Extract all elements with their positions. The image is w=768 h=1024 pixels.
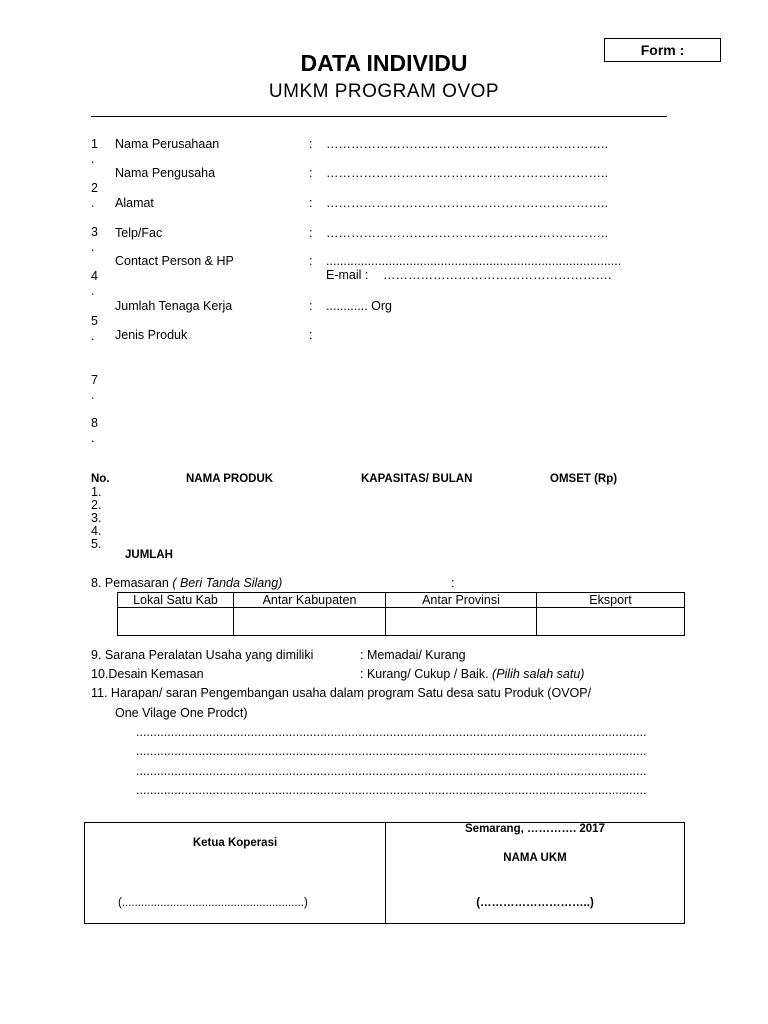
q9-label: 9. Sarana Peralatan Usaha yang dimiliki [91,648,314,662]
field-number: 5 [91,314,98,328]
q11-dotted-line[interactable]: ................................................................................................................................................... [136,783,647,797]
signature-right-date[interactable]: Semarang, …………. 2017 [465,823,605,835]
pemasaran-col-eksport: Eksport [537,593,685,608]
field-number-dot: . [91,329,95,343]
pemasaran-col-lokal: Lokal Satu Kab [118,593,234,608]
product-row-number: 2. [91,498,102,512]
field-label-jenis-produk: Jenis Produk [115,328,188,342]
field-number: 2 [91,181,98,195]
q11-dotted-line[interactable]: ................................................................................................................................................... [136,744,647,758]
product-col-kapasitas: KAPASITAS/ BULAN [361,473,473,485]
field-number-dot: . [91,284,95,298]
signature-left-name[interactable]: (.........................................................) [118,897,308,909]
pemasaran-hint: ( Beri Tanda Silang) [172,576,283,590]
q9-answer[interactable]: : Memadai/ Kurang [360,648,466,662]
field-number: 8 [91,416,98,430]
product-row-number: 5. [91,537,102,551]
pemasaran-cell-antar-prov[interactable] [386,608,537,636]
pemasaran-label [91,576,282,590]
title-divider [91,116,667,117]
field-label-telp: Telp/Fac [115,226,163,240]
field-value-email[interactable]: ………………………………………………. [383,268,612,282]
field-colon: : [309,166,313,180]
field-value-alamat[interactable]: ………………………………………………………….. [326,196,608,210]
q11-dotted-line[interactable]: ................................................................................................................................................... [136,725,647,739]
field-label-nama-perusahaan: Nama Perusahaan [115,137,220,151]
q11-line1: 11. Harapan/ saran Pengembangan usaha dalam program Satu desa satu Produk (OVOP/ [91,686,592,700]
q10-label: 10.Desain Kemasan [91,667,204,681]
pemasaran-cell-antar-kab[interactable] [234,608,386,636]
signature-right-name[interactable]: (………………………..) [476,897,594,909]
field-number-dot: . [91,152,95,166]
q10-options: : Kurang/ Cukup / Baik. [360,667,489,681]
product-col-omset: OMSET (Rp) [550,473,618,485]
pemasaran-cell-lokal[interactable] [118,608,234,636]
field-colon: : [309,226,313,240]
field-number-dot: . [91,431,95,445]
field-value-tenaga-kerja[interactable]: ............ Org [326,299,392,313]
field-value-telp[interactable]: ………………………………………………………….. [326,226,608,240]
field-colon: : [309,299,313,313]
pemasaran-title: 8. Pemasaran [91,576,169,590]
pemasaran-col-antar-prov: Antar Provinsi [386,593,537,608]
field-number: 3 [91,225,98,239]
product-total-label: JUMLAH [125,549,173,561]
pemasaran-cell-eksport[interactable] [537,608,685,636]
field-number: 1 [91,137,98,151]
page-title: DATA INDIVIDU [300,50,468,76]
product-col-no: No. [91,473,110,485]
field-label-nama-pengusaha: Nama Pengusaha [115,166,216,180]
q11-dotted-line[interactable]: ................................................................................................................................................... [136,764,647,778]
field-colon: : [309,137,313,151]
q10-hint: (Pilih salah satu) [492,667,585,681]
q10-answer[interactable] [360,667,584,681]
field-number: 4 [91,269,98,283]
form-label-box: Form : [604,38,721,62]
field-number-dot: . [91,240,95,254]
field-label-contact: Contact Person & HP [115,254,234,268]
field-colon: : [309,328,313,342]
product-row-number: 3. [91,511,102,525]
page-subtitle: UMKM PROGRAM OVOP [268,81,500,102]
field-colon: : [309,254,313,268]
pemasaran-colon: : [451,576,455,590]
pemasaran-col-antar-kab: Antar Kabupaten [234,593,386,608]
field-label-tenaga-kerja: Jumlah Tenaga Kerja [115,299,233,313]
pemasaran-table [117,592,685,636]
product-row-number: 4. [91,524,102,538]
product-row-number: 1. [91,485,102,499]
field-colon: : [309,196,313,210]
field-label-alamat: Alamat [115,196,154,210]
field-number-dot: . [91,196,95,210]
field-number-dot: . [91,388,95,402]
field-value-contact[interactable]: ..................................................................................... [326,254,622,268]
field-value-nama-pengusaha[interactable]: ………………………………………………………….. [326,166,608,180]
field-value-nama-perusahaan[interactable]: ………………………………………………………….. [326,137,608,151]
field-number: 7 [91,373,98,387]
email-label: E-mail : [326,268,369,282]
signature-right-title: NAMA UKM [503,852,567,864]
q11-line2: One Vilage One Prodct) [115,706,248,720]
product-col-nama: NAMA PRODUK [186,473,274,485]
signature-left-title: Ketua Koperasi [192,837,278,849]
signature-box [84,822,685,924]
